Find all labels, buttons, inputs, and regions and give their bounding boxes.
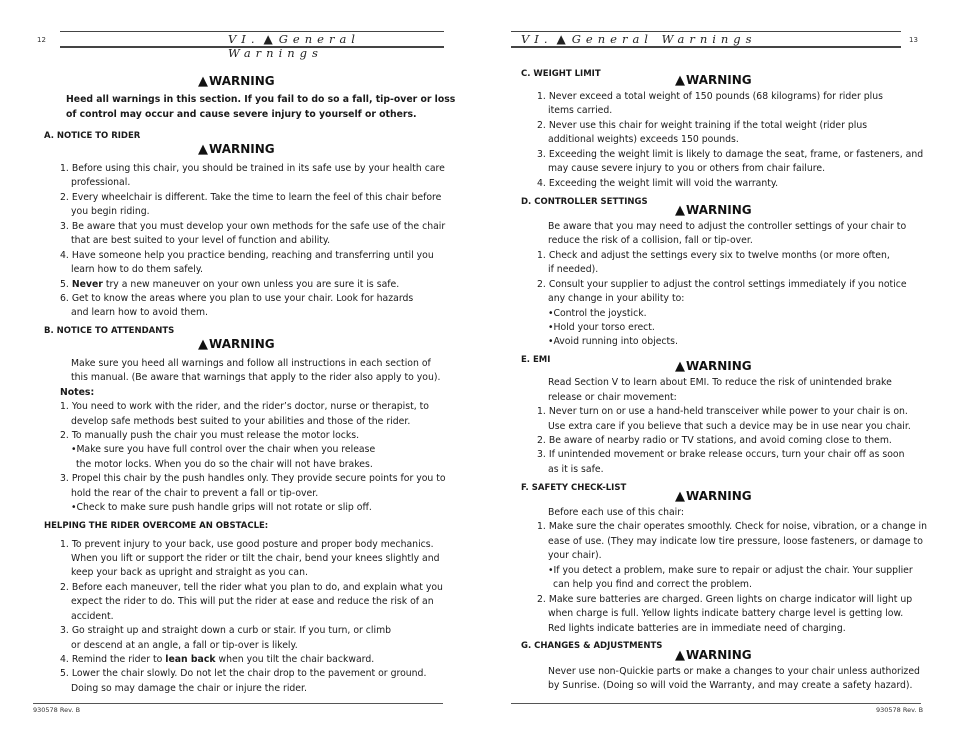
page-number: 12	[37, 36, 46, 44]
text-line: Before each use of this chair:	[548, 507, 685, 518]
right-page	[477, 0, 954, 738]
text-line: •Control the joystick.	[548, 308, 647, 319]
page-number: 13	[909, 36, 918, 44]
text-line: 2. Every wheelchair is different. Take the time to learn the feel of this chair before	[60, 192, 442, 203]
text-line: when charge is full. Yellow lights indicate battery charge level is getting low.	[548, 608, 904, 619]
text-line: as it is safe.	[548, 464, 604, 475]
text-line: •Hold your torso erect.	[548, 322, 655, 333]
text-line: 1. To prevent injury to your back, use good posture and proper body mechanics.	[60, 539, 434, 550]
warning-heading: ▲WARNING	[675, 73, 752, 88]
text-line: 3. Propel this chair by the push handles only. They provide secure points for you to	[60, 473, 446, 484]
text-line: you begin riding.	[71, 206, 150, 217]
text-line: and learn how to avoid them.	[71, 307, 208, 318]
text-line: Read Section V to learn about EMI. To reduce the risk of unintended brake	[548, 377, 892, 388]
text-line: items carried.	[548, 105, 613, 116]
text-line: hold the rear of the chair to prevent a fall or tip-over.	[71, 488, 319, 499]
text-line: 5. Never try a new maneuver on your own unless you are sure it is safe.	[60, 279, 400, 290]
header-title: General Warnings	[571, 32, 757, 46]
section-title: C. WEIGHT LIMIT	[521, 69, 601, 79]
text-line: this manual. (Be aware that warnings that apply to the rider also apply to you).	[71, 372, 441, 383]
text-line: reduce the risk of a collision, fall or tip-over.	[548, 235, 753, 246]
header-prefix: VI.	[228, 32, 260, 46]
text-line: 1. Never exceed a total weight of 150 pounds (68 kilograms) for rider plus	[537, 91, 883, 102]
text-line: When you lift or support the rider or tilt the chair, bend your knees slightly and	[71, 553, 440, 564]
text-line: 3. If unintended movement or brake release occurs, turn your chair off as soon	[537, 449, 905, 460]
text-line: by Sunrise. (Doing so will void the Warranty, and may create a safety hazard).	[548, 680, 913, 691]
text-line: that are best suited to your level of function and ability.	[71, 235, 331, 246]
text-line: can help you find and correct the problem.	[553, 579, 752, 590]
text-line: 2. Make sure batteries are charged. Green lights on charge indicator will light up	[537, 594, 913, 605]
header-title: General Warnings	[228, 32, 360, 60]
text-line: 1. You need to work with the rider, and the rider’s doctor, nurse or therapist, to	[60, 401, 429, 412]
section-title: D. CONTROLLER SETTINGS	[521, 197, 648, 207]
text-line: the motor locks. When you do so the chair will not have brakes.	[76, 459, 373, 470]
text-line: 5. Lower the chair slowly. Do not let the chair drop to the pavement or ground.	[60, 668, 427, 679]
page-header	[511, 31, 901, 48]
text-line: 1. Make sure the chair operates smoothly. Check for noise, vibration, or a change in	[537, 521, 927, 532]
text-line: additional weights) exceeds 150 pounds.	[548, 134, 739, 145]
text-line: •Make sure you have full control over the chair when you release	[71, 444, 376, 455]
notes-label: Notes:	[60, 387, 95, 398]
warning-triangle-icon: ▲	[675, 359, 685, 374]
warning-heading: ▲WARNING	[198, 337, 275, 352]
text-line: release or chair movement:	[548, 392, 677, 403]
warning-heading: ▲WARNING	[675, 203, 752, 218]
footer-divider	[33, 703, 443, 704]
text-line: •Check to make sure push handle grips will not rotate or slip off.	[71, 502, 372, 513]
text-line: 4. Exceeding the weight limit will void the warranty.	[537, 178, 779, 189]
text-line: 2. To manually push the chair you must release the motor locks.	[60, 430, 360, 441]
warning-heading: ▲WARNING	[675, 359, 752, 374]
text-line: may cause severe injury to you or others from chair failure.	[548, 163, 826, 174]
text-line: 3. Exceeding the weight limit is likely to damage the seat, frame, or fasteners, and	[537, 149, 924, 160]
header-prefix: VI.	[521, 32, 553, 46]
footer-revision: 930578 Rev. B	[33, 706, 81, 714]
section-title: B. NOTICE TO ATTENDANTS	[44, 326, 175, 336]
section-title: G. CHANGES & ADJUSTMENTS	[521, 641, 663, 651]
text-line: •If you detect a problem, make sure to repair or adjust the chair. Your supplier	[548, 565, 913, 576]
warning-heading: ▲WARNING	[675, 489, 752, 504]
text-line: keep your back as upright and straight as you can.	[71, 567, 308, 578]
text-line: Use extra care if you believe that such a device may be in use near you chair.	[548, 421, 911, 432]
section-title: F. SAFETY CHECK-LIST	[521, 483, 627, 493]
warning-triangle-icon: ▲	[675, 203, 685, 218]
text-line: Make sure you heed all warnings and follow all instructions in each section of	[71, 358, 431, 369]
warning-triangle-icon: ▲	[556, 32, 566, 46]
text-line: accident.	[71, 611, 114, 622]
text-line: Be aware that you may need to adjust the controller settings of your chair to	[548, 221, 907, 232]
text-line: 2. Consult your supplier to adjust the control settings immediately if you notice	[537, 279, 907, 290]
intro-line: Heed all warnings in this section. If you fail to do so a fall, tip-over or loss	[66, 94, 456, 105]
text-line: 2. Never use this chair for weight training if the total weight (rider plus	[537, 120, 868, 131]
text-line: 1. Before using this chair, you should be trained in its safe use by your health care	[60, 163, 445, 174]
intro-line: of control may occur and cause severe injury to yourself or others.	[66, 109, 417, 120]
warning-triangle-icon: ▲	[263, 32, 273, 46]
text-line: 1. Check and adjust the settings every six to twelve months (or more often,	[537, 250, 890, 261]
page-header	[60, 31, 444, 60]
text-line: if needed).	[548, 264, 599, 275]
text-line: develop safe methods best suited to your abilities and those of the rider.	[71, 416, 411, 427]
warning-heading: ▲WARNING	[675, 648, 752, 663]
text-line: 2. Before each maneuver, tell the rider what you plan to do, and explain what you	[60, 582, 443, 593]
text-line: Never use non-Quickie parts or make a changes to your chair unless authorized	[548, 666, 920, 677]
section-title: A. NOTICE TO RIDER	[44, 131, 141, 141]
text-line: professional.	[71, 177, 131, 188]
text-line: 3. Go straight up and straight down a curb or stair. If you turn, or climb	[60, 625, 392, 636]
section-title: HELPING THE RIDER OVERCOME AN OBSTACLE:	[44, 521, 269, 531]
warning-heading: ▲WARNING	[198, 74, 275, 89]
warning-triangle-icon: ▲	[198, 74, 208, 89]
text-line: any change in your ability to:	[548, 293, 685, 304]
text-line: 1. Never turn on or use a hand-held transceiver while power to your chair is on.	[537, 406, 908, 417]
warning-heading: ▲WARNING	[198, 142, 275, 157]
text-line: learn how to do them safely.	[71, 264, 203, 275]
text-line: Doing so may damage the chair or injure the rider.	[71, 683, 307, 694]
warning-triangle-icon: ▲	[675, 489, 685, 504]
text-line: Red lights indicate batteries are in immediate need of charging.	[548, 623, 846, 634]
text-line: your chair).	[548, 550, 602, 561]
footer-divider	[511, 703, 921, 704]
text-line: 3. Be aware that you must develop your own methods for the safe use of the chair	[60, 221, 446, 232]
footer-revision: 930578 Rev. B	[876, 706, 924, 714]
text-line: 6. Get to know the areas where you plan to use your chair. Look for hazards	[60, 293, 414, 304]
text-line: •Avoid running into objects.	[548, 336, 678, 347]
text-line: ease of use. (They may indicate low tire pressure, loose fasteners, or damage to	[548, 536, 923, 547]
text-line: 2. Be aware of nearby radio or TV stations, and avoid coming close to them.	[537, 435, 892, 446]
warning-triangle-icon: ▲	[675, 73, 685, 88]
warning-triangle-icon: ▲	[198, 337, 208, 352]
warning-triangle-icon: ▲	[198, 142, 208, 157]
text-line: or descend at an angle, a fall or tip-over is likely.	[71, 640, 298, 651]
text-line: 4. Have someone help you practice bending, reaching and transferring until you	[60, 250, 434, 261]
warning-triangle-icon: ▲	[675, 648, 685, 663]
section-title: E. EMI	[521, 355, 551, 365]
text-line: 4. Remind the rider to lean back when you tilt the chair backward.	[60, 654, 375, 665]
text-line: expect the rider to do. This will put the rider at ease and reduce the risk of an	[71, 596, 434, 607]
